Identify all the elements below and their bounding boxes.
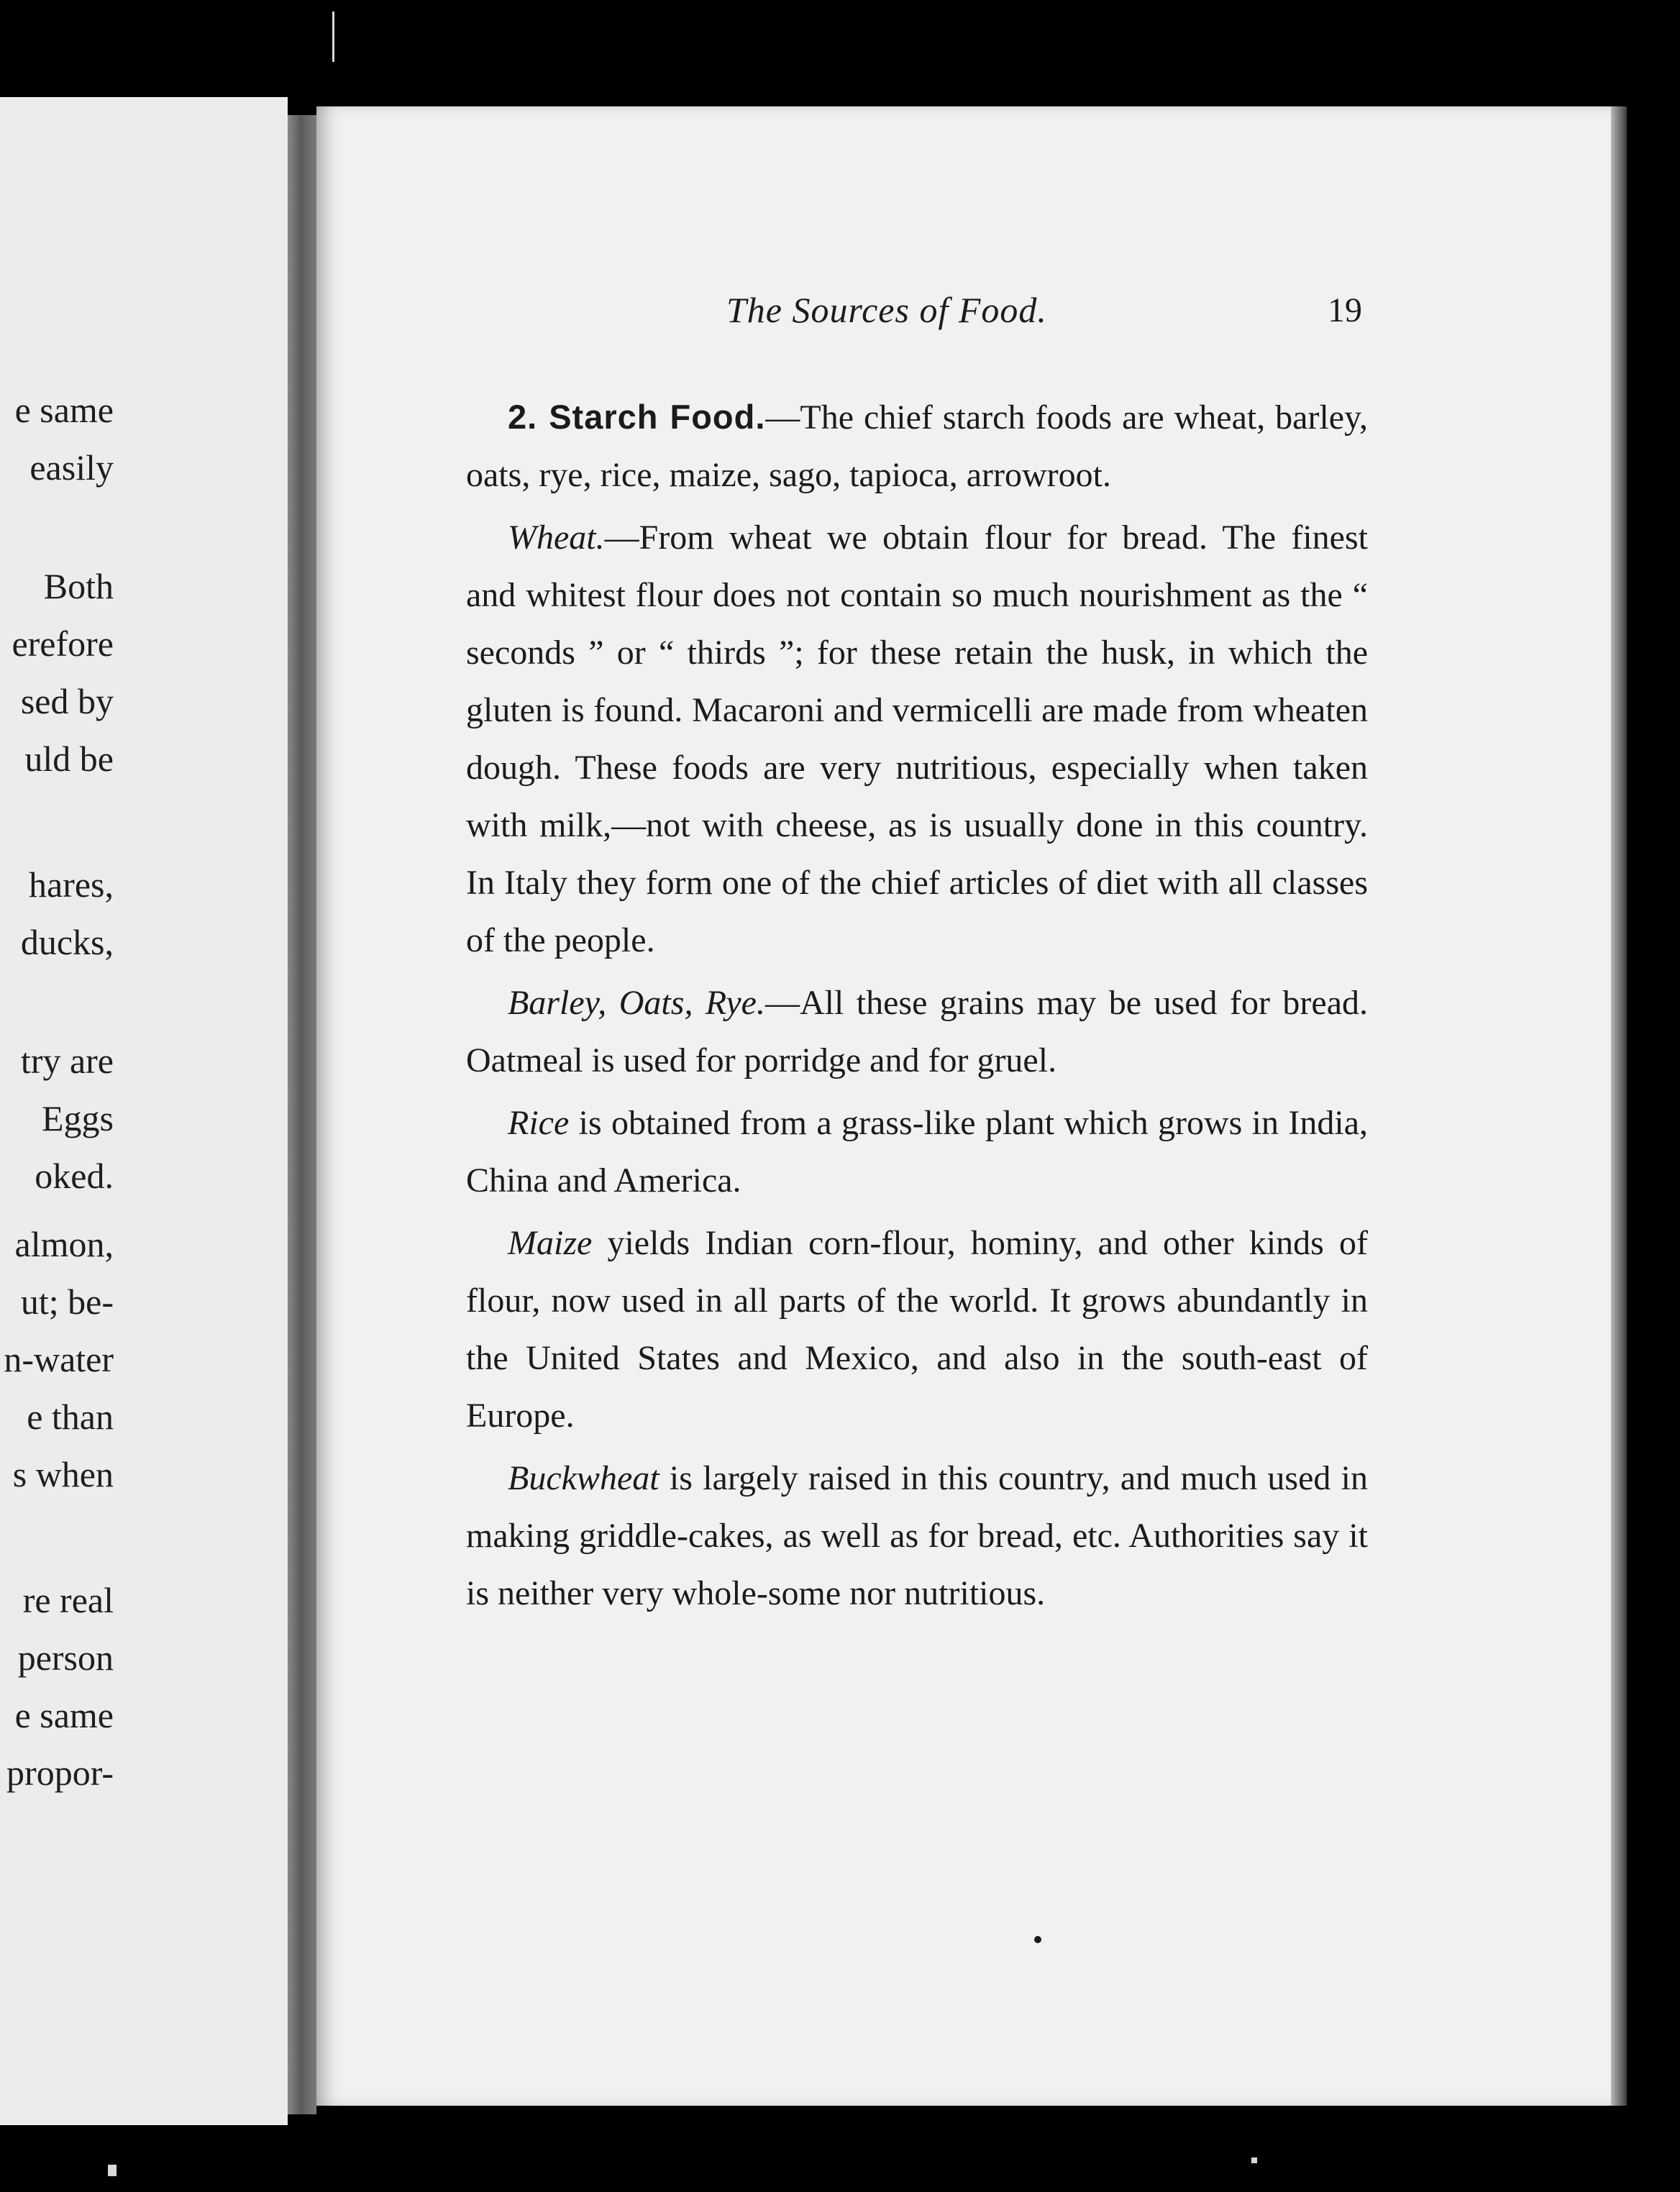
scan-scratch	[332, 12, 334, 62]
left-page-line: person	[17, 1638, 114, 1678]
left-page-line: erefore	[12, 624, 114, 664]
left-page-line: almon,	[14, 1224, 114, 1264]
paragraph-text: —All these grains may be used for bread. Oatmeal is used for porridge and for gruel.	[466, 984, 1368, 1079]
left-page-line: easily	[29, 447, 114, 488]
left-page-line: propor-	[6, 1753, 114, 1793]
paragraph-wheat	[466, 509, 1368, 969]
run-in-heading: Rice	[508, 1104, 570, 1142]
left-page-line: s when	[12, 1454, 114, 1494]
book-spine-shadow	[288, 115, 316, 2114]
left-page-line: re real	[22, 1580, 114, 1620]
page-number: 19	[1328, 291, 1362, 329]
left-page-line: n-water	[4, 1339, 114, 1379]
left-page-line: ducks,	[20, 922, 114, 962]
run-in-heading: Maize	[508, 1224, 593, 1262]
left-page-line: e same	[14, 1695, 114, 1735]
page-edge-shadow	[1611, 106, 1627, 2106]
paragraph-maize	[466, 1215, 1368, 1445]
paragraph-buckwheat	[466, 1450, 1368, 1622]
left-facing-page	[0, 97, 288, 2125]
paragraph-text: yields Indian corn-flour, hominy, and other kinds of flour, now used in all parts of the world. It grows abundantly in the United States and Mexico, and also in the south-east of Europe.	[466, 1224, 1368, 1435]
paragraph-text: is obtained from a grass-like plant which grows in India, China and America.	[466, 1104, 1368, 1200]
left-page-line: ut; be-	[20, 1282, 114, 1322]
left-page-line: e same	[14, 390, 114, 430]
ink-dot	[1034, 1936, 1041, 1943]
left-page-line: oked.	[35, 1156, 114, 1196]
paragraph-barley-oats-rye	[466, 974, 1368, 1090]
left-page-line: uld be	[24, 739, 114, 779]
run-in-heading: Barley, Oats, Rye.	[508, 984, 765, 1022]
left-page-line: sed by	[20, 681, 114, 721]
scan-speck	[108, 2165, 117, 2176]
page-body	[466, 388, 1368, 1627]
run-in-heading: Buckwheat	[508, 1459, 659, 1497]
left-page-line: Both	[43, 566, 114, 606]
left-page-line: hares,	[29, 864, 114, 905]
section-heading: 2. Starch Food.	[508, 398, 766, 436]
scan-speck	[1251, 2157, 1257, 2163]
section-paragraph	[466, 388, 1368, 504]
section-text: —The chief starch foods are wheat, barley, oats, rye, rice, maize, sago, tapioca, arrowroot.	[466, 398, 1368, 494]
run-in-heading: Wheat.	[508, 519, 605, 557]
left-page-line: try are	[20, 1041, 114, 1081]
left-page-line: e than	[27, 1397, 114, 1437]
paragraph-text: is largely raised in this country, and much used in making griddle-cakes, as well as for bread, etc. Authorities say it is neither very whole-some nor nutritious.	[466, 1459, 1368, 1612]
paragraph-rice	[466, 1095, 1368, 1210]
paragraph-text: —From wheat we obtain flour for bread. The finest and whitest flour does not contain so much nourishment as the “ seconds ” or “ thirds ”; for these retain the husk, in which the gluten is found. Macaroni and vermicelli are made from wheaten dough. These foods are very nutritious, especially when taken with milk,—not with cheese, as is usually done in this country. In Italy they form one of the chief articles of diet with all classes of the people.	[466, 519, 1368, 959]
left-page-line: Eggs	[42, 1098, 114, 1138]
running-head: The Sources of Food.	[726, 290, 1047, 330]
